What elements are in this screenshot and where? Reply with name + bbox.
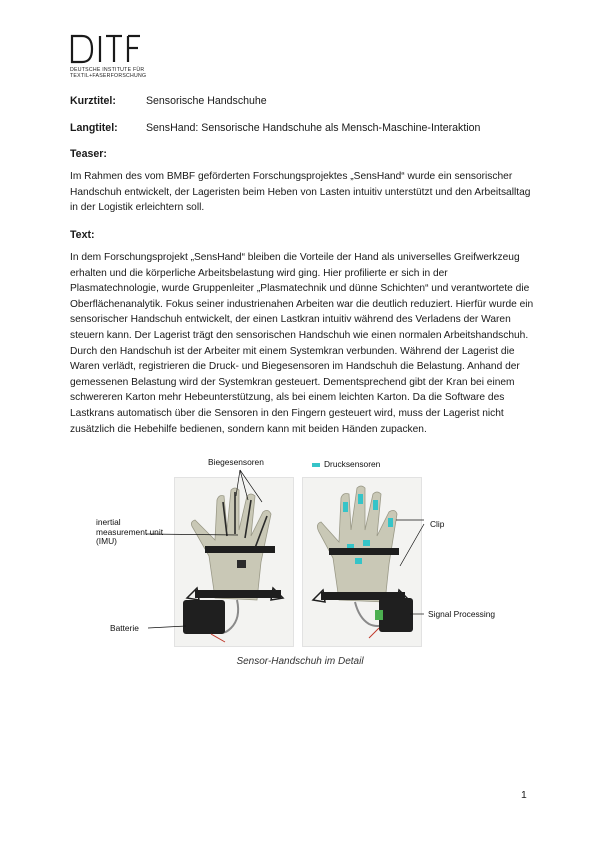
langtitel-value: SensHand: Sensorische Handschuhe als Mensch-Maschine-Interaktion	[145, 122, 481, 134]
label-drucksensoren-text: Drucksensoren	[324, 459, 381, 469]
pressure-legend-swatch	[312, 463, 320, 467]
leader-lines	[0, 450, 600, 670]
label-drucksensoren	[312, 460, 380, 470]
label-biegesensoren: Biegesensoren	[208, 457, 264, 467]
teaser-heading: Teaser:	[70, 148, 107, 160]
label-imu-line-2: measurement unit	[96, 526, 164, 537]
logo-subline-1: DEUTSCHE INSTITUTE FÜR	[70, 67, 145, 73]
label-imu-line-3: (IMU)	[96, 536, 117, 547]
langtitel-label: Langtitel:	[70, 122, 118, 134]
text-heading: Text:	[70, 229, 95, 241]
langtitel-row	[70, 122, 480, 134]
label-imu-line-1: inertial	[96, 517, 121, 527]
kurztitel-value: Sensorische Handschuhe	[145, 95, 267, 107]
figure-caption: Sensor-Handschuh im Detail	[236, 656, 364, 667]
teaser-text: Im Rahmen des vom BMBF geförderten Forschungsprojektes „SensHand“ wurde ein sensorischer Handschuh entwickelt, der Lageristen beim Heben von Lasten intuitiv unterstützt und den Arbeitsalltag in der Logistik erleichtern soll.	[70, 171, 531, 214]
glove-figure	[0, 450, 600, 670]
kurztitel-row	[70, 95, 267, 107]
kurztitel-label: Kurztitel:	[70, 95, 116, 107]
label-clip: Clip	[430, 519, 445, 529]
label-imu	[96, 518, 163, 547]
label-signal-processing: Signal Processing	[428, 609, 496, 619]
page-number: 1	[521, 790, 527, 801]
ditf-logo	[70, 34, 146, 80]
ditf-logo-mark	[70, 34, 142, 64]
logo-subline	[70, 67, 146, 80]
label-batterie: Batterie	[110, 623, 139, 633]
logo-subline-2: TEXTIL+FASERFORSCHUNG	[70, 73, 147, 80]
body-text: In dem Forschungsprojekt „SensHand“ bleiben die Vorteile der Hand als universelles Greifwerkzeug erhalten und die körperliche Arbeitsbelastung wird ging. Hier profilierte er sich in der Plasmatechnologie, wurde Gruppenleiter „Plasmatechnik und dünne Schichten“ und verantwortete die Oberflächenanalytik. Fokus seiner industrienahen Arbeiten war die deutlich reduziert. Hierfür wurde ein sensorischer Handschuh entwickelt, der einen Lastkran intuitiv während des Verladens der Waren steuern kann. Der Lagerist trägt den sensorischen Handschuh wie einen normalen Arbeitshandschuh. Durch den Handschuh ist der Arbeiter mit einem Systemkran verbunden. Während der Lagerist die Waren verlädt, registrieren die Druck- und Biegesensoren im Handschuh die Belastung. Anhand der gemessenen Belastung wird der Systemkran gesteuert. Dementsprechend gibt der Kran bei einem schwereren Karton mehr Hebeunterstützung, als bei einem leichten Karton. Da die Software des Lastkrans automatisch über die Sensoren in den Fingern gesteuert wird, muss der Lagerist nicht zusätzlich die Hebehilfe bedienen, sondern kann mit beiden Händen zupacken.	[70, 252, 534, 435]
